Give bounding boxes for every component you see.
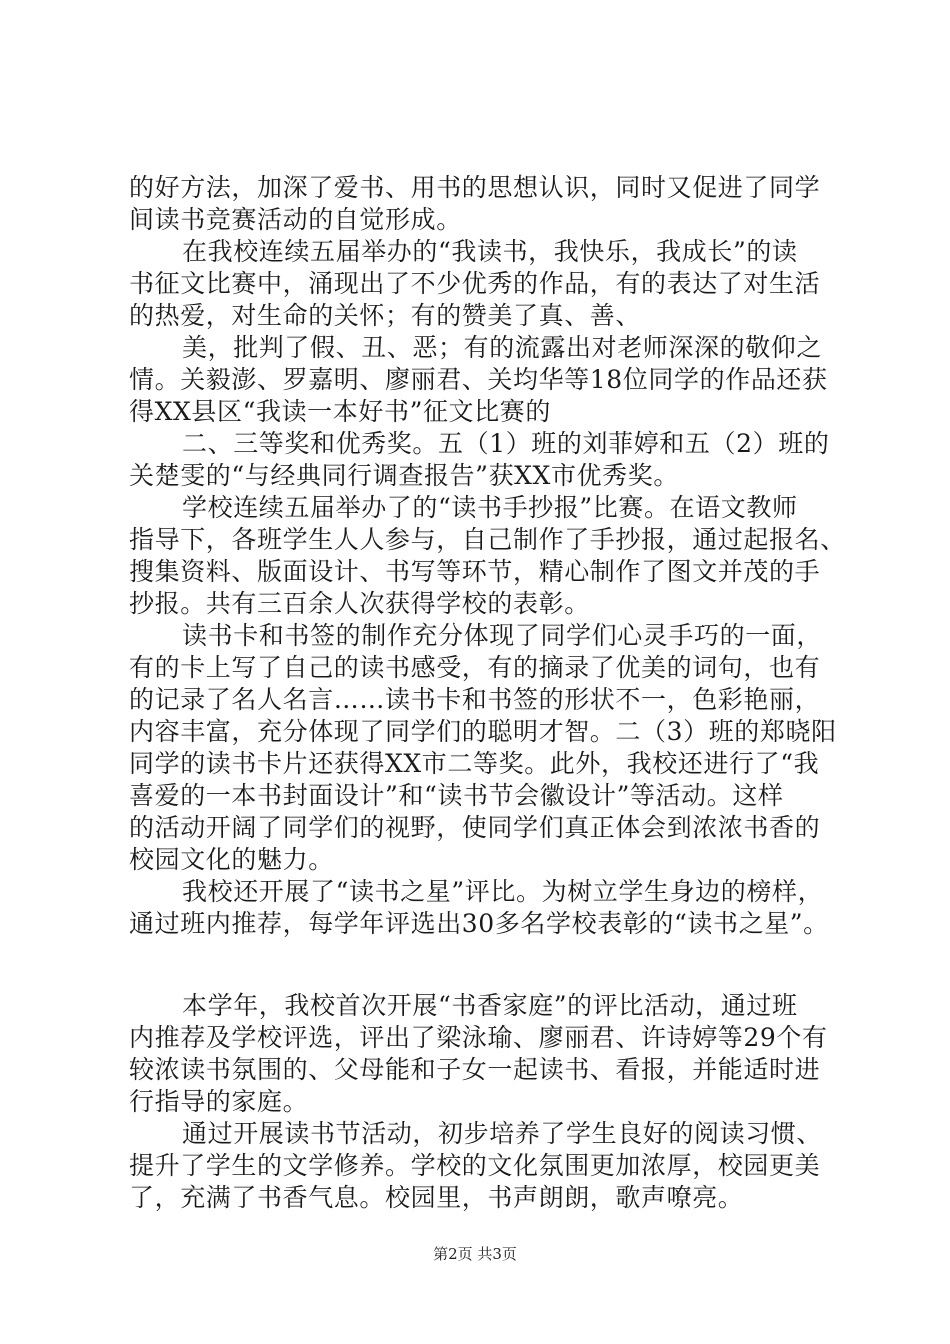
- text-line: 间读书竞赛活动的自觉形成。: [129, 205, 462, 234]
- paragraph-start-line: 美，批判了假、丑、恶；有的流露出对老师深深的敬仰之: [182, 333, 823, 362]
- paragraph-gap: [129, 940, 829, 990]
- page-number-footer: 第2页 共3页: [433, 1245, 517, 1263]
- text-line: 内容丰富，充分体现了同学们的聪明才智。二（3）班的郑晓阳: [129, 717, 837, 746]
- text-line: 的热爱，对生命的关怀；有的赞美了真、善、: [129, 301, 642, 330]
- text-line: 较浓读书氛围的、父母能和子女一起读书、看报，并能适时进: [129, 1055, 821, 1084]
- text-line: 行指导的家庭。: [129, 1087, 309, 1116]
- text-line: 同学的读书卡片还获得XX市二等奖。此外，我校还进行了“我: [129, 749, 820, 778]
- text-line: 书征文比赛中，涌现出了不少优秀的作品，有的表达了对生活: [129, 269, 821, 298]
- text-line: 情。关毅澎、罗嘉明、廖丽君、关均华等18位同学的作品还获: [129, 365, 828, 394]
- paragraph-start-line: 读书卡和书签的制作充分体现了同学们心灵手巧的一面，: [182, 621, 823, 650]
- text-line: 喜爱的一本书封面设计”和“读书节会徽设计”等活动。这样: [129, 781, 784, 810]
- text-line: 关楚雯的“与经典同行调查报告”获XX市优秀奖。: [129, 461, 679, 490]
- text-line: 了，充满了书香气息。校园里，书声朗朗，歌声嘹亮。: [129, 1183, 744, 1212]
- text-line: 的活动开阔了同学们的视野，使同学们真正体会到浓浓书香的: [129, 813, 821, 842]
- text-line: 的好方法，加深了爱书、用书的思想认识，同时又促进了同学: [129, 173, 821, 202]
- document-body: [129, 172, 846, 1214]
- text-line: 内推荐及学校评选，评出了梁泳瑜、廖丽君、许诗婷等29个有: [129, 1023, 828, 1052]
- text-line: 搜集资料、版面设计、书写等环节，精心制作了图文并茂的手: [129, 557, 821, 586]
- text-line: 的记录了名人名言……读书卡和书签的形状不一，色彩艳丽，: [129, 685, 821, 714]
- paragraph-start-line: 学校连续五届举办了的“读书手抄报”比赛。在语文教师: [182, 493, 798, 522]
- paragraph-start-line: 通过开展读书节活动，初步培养了学生良好的阅读习惯、: [182, 1119, 823, 1148]
- text-line: 指导下，各班学生人人参与，自己制作了手抄报，通过起报名、: [129, 525, 846, 554]
- text-line: 有的卡上写了自己的读书感受，有的摘录了优美的词句，也有: [129, 653, 821, 682]
- paragraph-start-line: 我校还开展了“读书之星”评比。为树立学生身边的榜样，: [182, 877, 824, 906]
- text-line: 得XX县区“我读一本好书”征文比赛的: [129, 397, 551, 426]
- text-line: 提升了学生的文学修养。学校的文化氛围更加浓厚，校园更美: [129, 1151, 821, 1180]
- text-line: 抄报。共有三百余人次获得学校的表彰。: [129, 589, 590, 618]
- text-line: 通过班内推荐，每学年评选出30多名学校表彰的“读书之星”。: [129, 909, 829, 938]
- paragraph-start-line: 本学年，我校首次开展“书香家庭”的评比活动，通过班: [182, 991, 798, 1020]
- paragraph-start-line: 在我校连续五届举办的“我读书，我快乐，我成长”的读: [182, 237, 798, 266]
- text-line: 校园文化的魅力。: [129, 845, 334, 874]
- paragraph-start-line: 二、三等奖和优秀奖。五（1）班的刘菲婷和五（2）班的: [182, 429, 830, 458]
